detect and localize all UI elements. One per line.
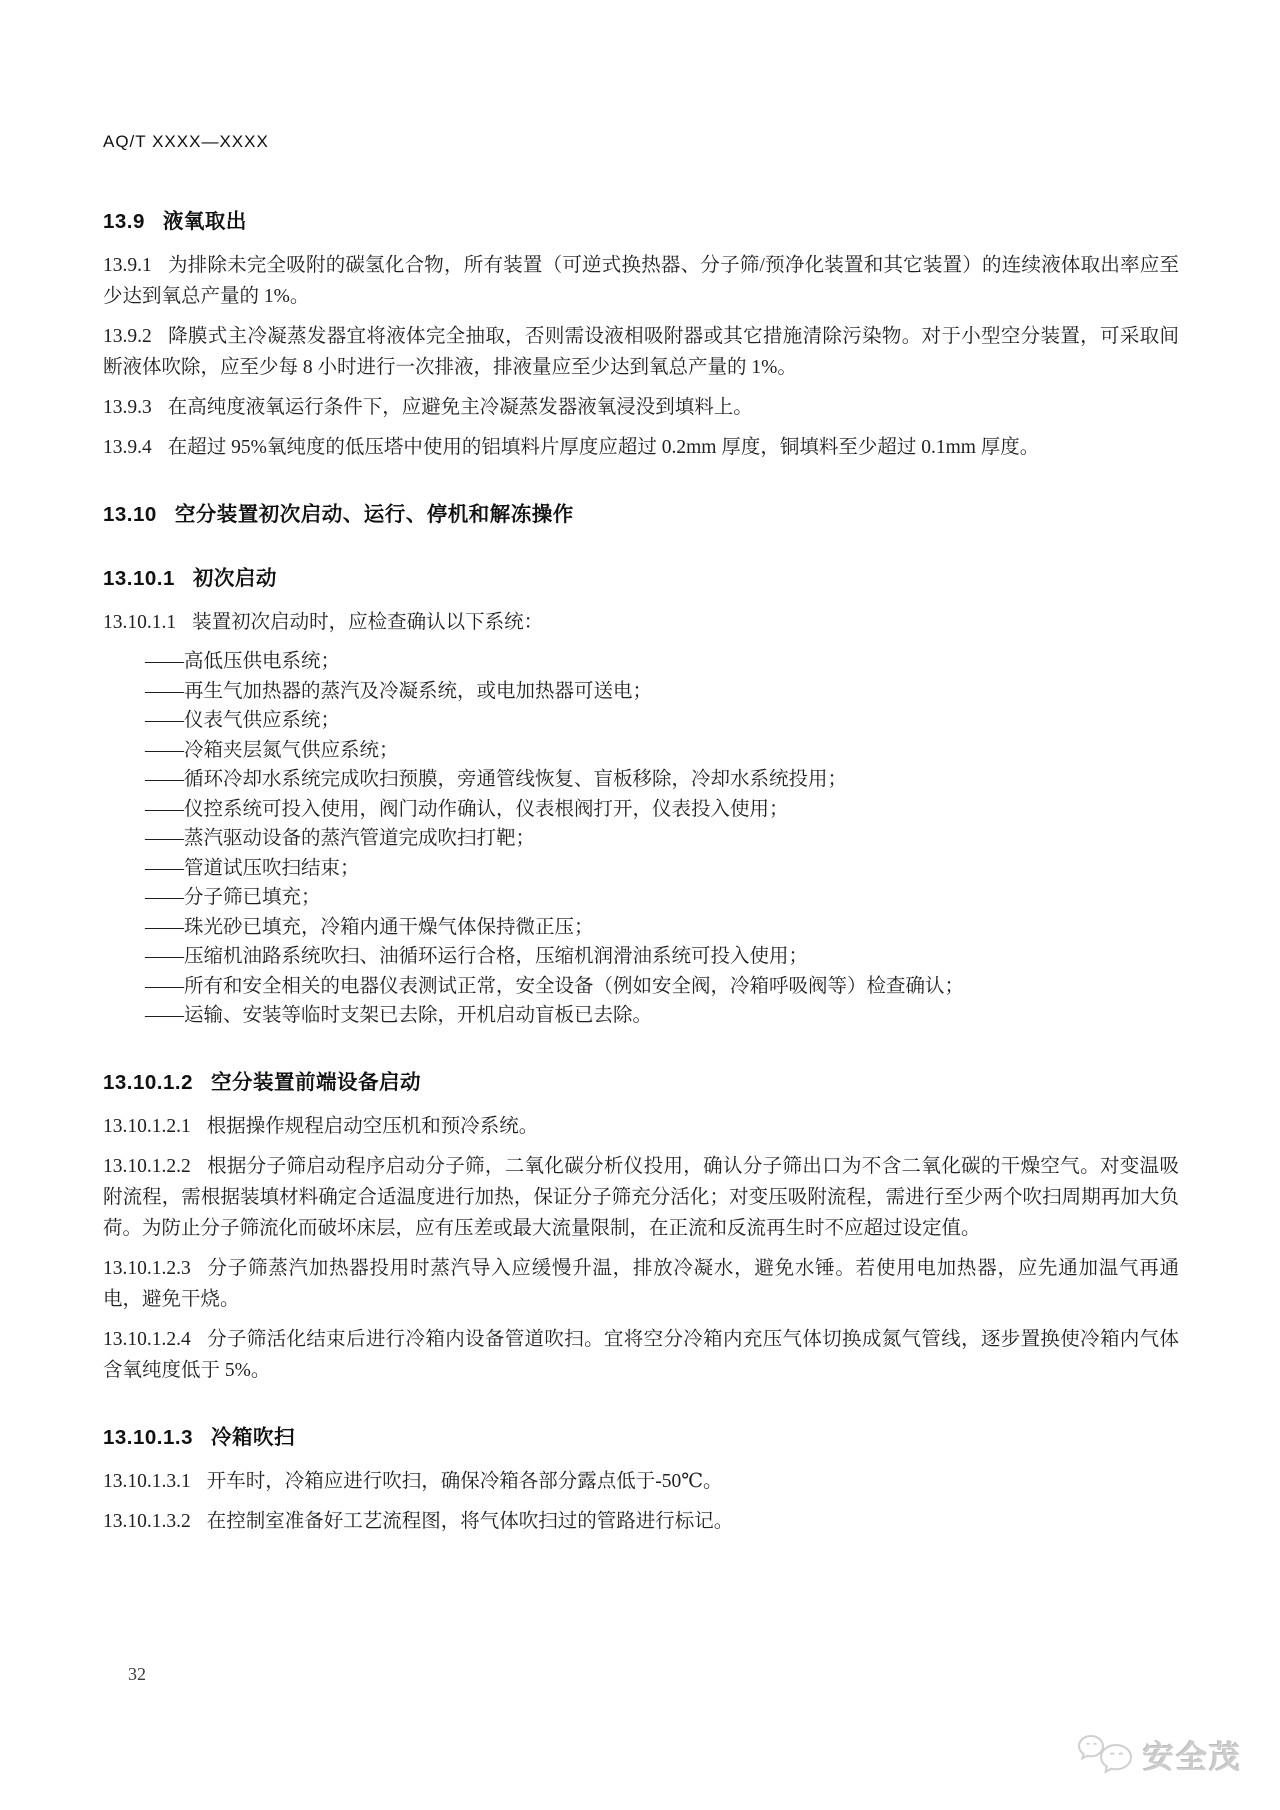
- clause-13-9-3: [103, 392, 1179, 423]
- section-heading-13-10-1-2: [103, 1065, 1179, 1095]
- watermark-text: 安全茂: [1143, 1740, 1242, 1775]
- list-item: ——循环冷却水系统完成吹扫预膜，旁通管线恢复、盲板移除，冷却水系统投用；: [145, 769, 848, 790]
- section-number: 13.9: [103, 210, 145, 233]
- section-number: 13.10.1.3: [103, 1425, 193, 1449]
- system-checklist: [103, 647, 1179, 1031]
- clause-number: 13.10.1.2.4: [103, 1328, 191, 1350]
- list-item: ——压缩机油路系统吹扫、油循环运行合格，压缩机润滑油系统可投入使用；: [145, 946, 809, 967]
- section-heading-13-9: [103, 204, 1179, 234]
- clause-text: 在控制室准备好工艺流程图，将气体吹扫过的管路进行标记。: [206, 1510, 734, 1532]
- clause-number: 13.9.1: [103, 255, 152, 276]
- section-heading-13-10: [103, 497, 1179, 527]
- section-title: 空分装置初次启动、运行、停机和解冻操作: [174, 503, 574, 526]
- clause-number: 13.9.3: [103, 397, 152, 418]
- list-item: ——高低压供电系统；: [145, 651, 341, 672]
- list-item: ——再生气加热器的蒸汽及冷凝系统，或电加热器可送电；: [145, 680, 653, 702]
- clause-number: 13.10.1.3.1: [103, 1470, 191, 1492]
- list-item: ——仪表气供应系统；: [145, 710, 341, 731]
- clause-13-10-1-3-1: [103, 1466, 1179, 1497]
- section-number: 13.10.1.2: [103, 1070, 193, 1094]
- clause-text: 为排除未完全吸附的碳氢化合物，所有装置（可逆式换热器、分子筛/预净化装置和其它装置）的连续液体取出率应至少达到氧总产量的 1%。: [103, 255, 1179, 307]
- list-item: ——仪控系统可投入使用，阀门动作确认，仪表根阀打开，仪表投入使用；: [145, 798, 789, 820]
- list-item: ——冷箱夹层氮气供应系统；: [145, 739, 399, 761]
- standard-number-header: AQ/T XXXX—XXXX: [103, 132, 269, 151]
- clause-text: 降膜式主冷凝蒸发器宜将液体完全抽取，否则需设液相吸附器或其它措施清除污染物。对于小型空分装置，可采取间断液体吹除，应至少每 8 小时进行一次排液，排液量应至少达到氧总产量的 1%。: [103, 326, 1179, 378]
- clause-13-10-1-3-2: [103, 1506, 1179, 1537]
- clause-number: 13.9.4: [103, 437, 152, 458]
- section-number: 13.10.1: [103, 567, 175, 590]
- clause-13-10-1-2-3: [103, 1253, 1179, 1315]
- list-item: ——所有和安全相关的电器仪表测试正常，安全设备（例如安全阀，冷箱呼吸阀等）检查确认；: [145, 975, 965, 997]
- clause-number: 13.10.1.2.1: [103, 1115, 191, 1137]
- clause-text: 在高纯度液氧运行条件下，应避免主冷凝蒸发器液氧浸没到填料上。: [167, 397, 753, 418]
- clause-13-9-2: [103, 321, 1179, 383]
- clause-text: 在超过 95%氧纯度的低压塔中使用的铝填料片厚度应超过 0.2mm 厚度，铜填料至少超过 0.1mm 厚度。: [167, 437, 1040, 458]
- clause-text: 根据操作规程启动空压机和预冷系统。: [206, 1115, 539, 1137]
- clause-number: 13.10.1.2.2: [103, 1155, 191, 1177]
- section-title: 初次启动: [192, 567, 277, 590]
- page-number: 32: [128, 1664, 146, 1684]
- list-item: ——管道试压吹扫结束；: [145, 857, 360, 879]
- list-item: ——珠光砂已填充，冷箱内通干燥气体保持微正压；: [145, 916, 594, 938]
- section-title: 冷箱吹扫: [211, 1425, 295, 1449]
- section-heading-13-10-1-3: [103, 1420, 1179, 1450]
- document-body: [103, 132, 1179, 1546]
- list-item: ——蒸汽驱动设备的蒸汽管道完成吹扫打靶；: [145, 828, 536, 849]
- clause-number: 13.10.1.1: [103, 612, 177, 633]
- clause-13-10-1-1: [103, 607, 1179, 638]
- clause-text: 装置初次启动时，应检查确认以下系统：: [192, 612, 544, 633]
- list-item: ——运输、安装等临时支架已去除，开机启动盲板已去除。: [145, 1005, 653, 1026]
- clause-number: 13.9.2: [103, 326, 152, 347]
- clause-text: 开车时，冷箱应进行吹扫，确保冷箱各部分露点低于-50℃。: [206, 1470, 723, 1492]
- section-title: 空分装置前端设备启动: [211, 1070, 421, 1094]
- clause-text: 分子筛活化结束后进行冷箱内设备管道吹扫。宜将空分冷箱内充压气体切换成氮气管线，逐步置换使冷箱内气体含氧纯度低于 5%。: [103, 1328, 1179, 1381]
- clause-number: 13.10.1.2.3: [103, 1257, 191, 1279]
- list-item: ——分子筛已填充；: [145, 887, 321, 908]
- section-title: 液氧取出: [162, 210, 247, 233]
- clause-13-10-1-2-4: [103, 1324, 1179, 1386]
- clause-13-9-4: [103, 432, 1179, 463]
- wechat-bubbles-icon: [1077, 1733, 1135, 1777]
- section-number: 13.10: [103, 503, 157, 526]
- watermark: [1077, 1732, 1242, 1777]
- clause-number: 13.10.1.3.2: [103, 1510, 191, 1532]
- clause-13-10-1-2-1: [103, 1111, 1179, 1142]
- section-heading-13-10-1: [103, 561, 1179, 591]
- clause-text: 分子筛蒸汽加热器投用时蒸汽导入应缓慢升温，排放冷凝水，避免水锤。若使用电加热器，应先通加温气再通电，避免干烧。: [103, 1257, 1179, 1310]
- clause-13-9-1: [103, 250, 1179, 312]
- clause-13-10-1-2-2: [103, 1151, 1179, 1244]
- clause-text: 根据分子筛启动程序启动分子筛，二氧化碳分析仪投用，确认分子筛出口为不含二氧化碳的干燥空气。对变温吸附流程，需根据装填材料确定合适温度进行加热，保证分子筛充分活化；对变压吸附流程，需进行至少两个吹扫周期再加大负荷。为防止分子筛流化而破坏床层，应有压差或最大流量限制，在正流和反流再生时不应超过设定值。: [103, 1155, 1179, 1239]
